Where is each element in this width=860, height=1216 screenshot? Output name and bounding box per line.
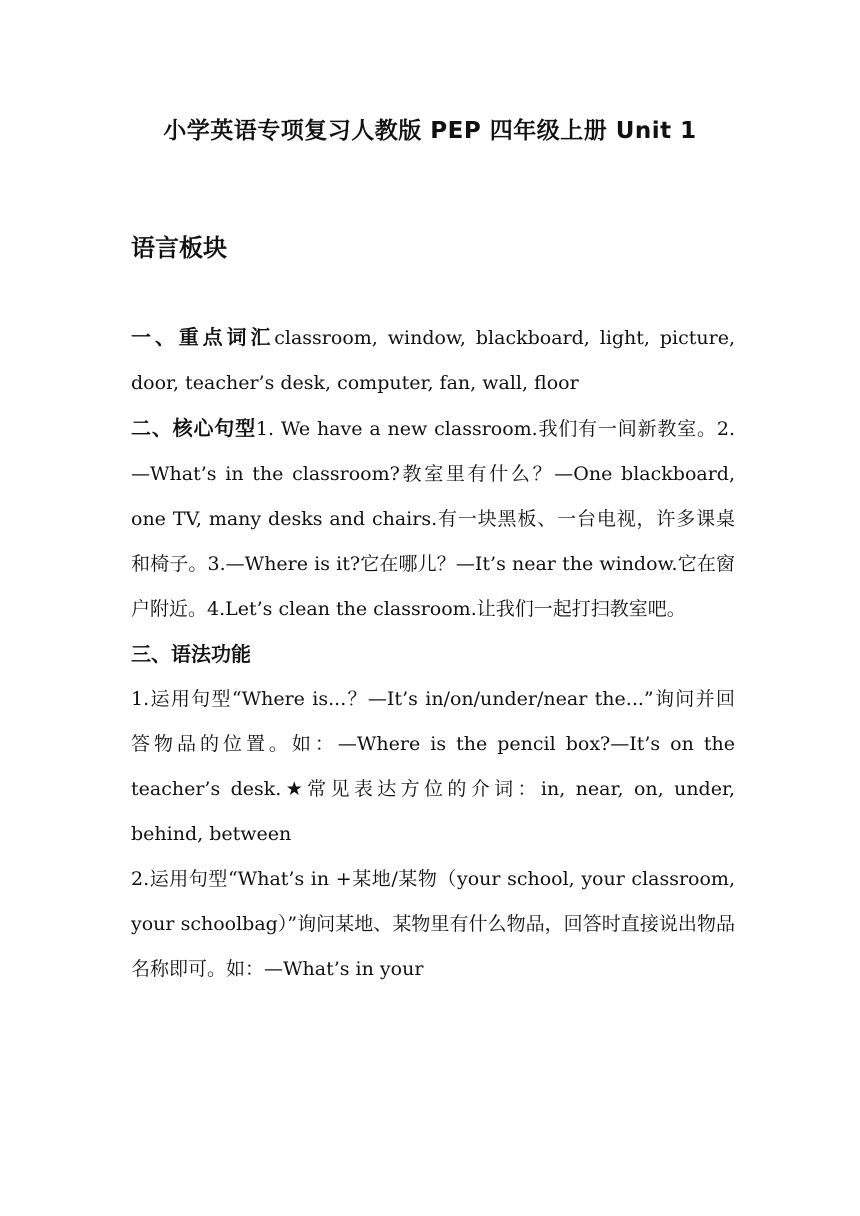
grammar-heading: 三、语法功能 [131, 642, 251, 666]
vocab-label: 一、重点词汇 [131, 325, 275, 349]
sentences-text: 1. We have a new classroom.我们有一间新教室。2.—What’s in the classroom?教室里有什么？—One blackboard, one TV, many desks and chairs.有一块黑板、一台电视，许多课桌和椅子。3.—Where is it?它在哪儿？—It’s near the window.它在窗户附近。4.Let’s clean the classroom.让我们一起打扫教室吧。 [131, 418, 736, 620]
grammar-item-1: 1.运用句型“Where is...？—It’s in/on/under/near the...”询问并回答物品的位置。如：—Where is the pencil box?—It’s on the teacher’s desk.★常见表达方位的介词：in, near, on, under, behind, between [131, 688, 735, 845]
document-title: 小学英语专项复习人教版 PEP 四年级上册 Unit 1 [163, 118, 697, 144]
sentences-label: 二、核心句型 [131, 416, 256, 440]
section-heading: 语言板块 [131, 234, 227, 262]
vocab-paragraph [131, 315, 735, 406]
document-body [131, 315, 735, 992]
grammar-item-2: 2.运用句型“What’s in +某地/某物（your school, your classroom, your schoolbag）”询问某地、某物里有什么物品，回答时直接说出物品名称即可。如：—What’s in your [131, 868, 735, 980]
sentences-paragraph [131, 406, 735, 632]
vocab-text: classroom, window, blackboard, light, picture, door, teacher’s desk, computer, fan, wall, floor [131, 327, 736, 394]
